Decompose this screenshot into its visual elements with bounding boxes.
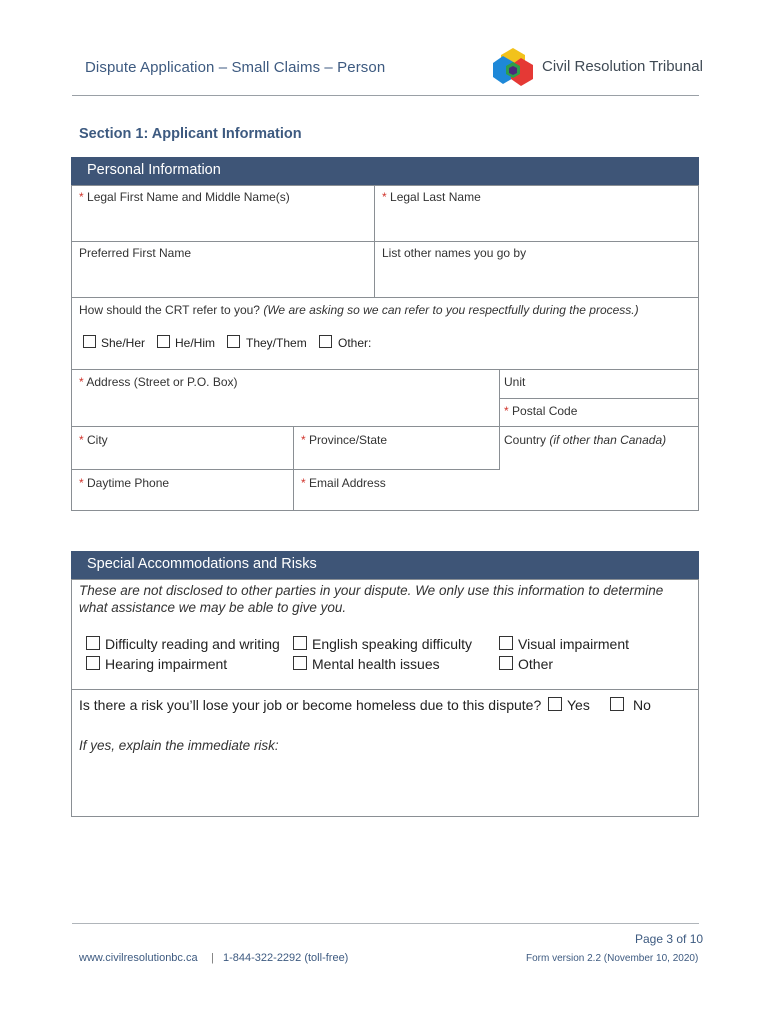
pronoun-question-text: How should the CRT refer to you?: [79, 303, 260, 317]
email-label: Email Address: [309, 476, 386, 490]
risk-yes-checkbox[interactable]: [548, 697, 562, 711]
they-them-label: They/Them: [246, 336, 307, 350]
risk-question: Is there a risk you’ll lose your job or become homeless due to this dispute?: [79, 697, 542, 713]
phone-number: 1-844-322-2292 (toll-free): [223, 952, 349, 964]
preferred-name-field[interactable]: [79, 246, 191, 260]
other-accommodation-checkbox[interactable]: [499, 656, 513, 670]
she-her-checkbox[interactable]: [83, 335, 96, 348]
other-pronoun-label: Other:: [338, 336, 372, 350]
risk-explanation-label: If yes, explain the immediate risk:: [79, 738, 279, 753]
risk-no-label: No: [633, 697, 651, 713]
he-him-label: He/Him: [175, 336, 216, 350]
reading-writing-label: Difficulty reading and writing: [105, 636, 280, 652]
country-label: Country: [504, 433, 547, 447]
first-name-label: Legal First Name and Middle Name(s): [87, 190, 290, 204]
mental-health-checkbox[interactable]: [293, 656, 307, 670]
unit-field[interactable]: [504, 375, 525, 389]
divider: [71, 426, 699, 427]
section-title: Section 1: Applicant Information: [79, 126, 302, 142]
postal-code-field[interactable]: [504, 404, 577, 418]
she-her-label: She/Her: [101, 336, 146, 350]
province-field[interactable]: [301, 433, 387, 447]
required-mark: *: [301, 476, 306, 490]
personal-info-table: [71, 185, 699, 511]
risk-no-checkbox[interactable]: [610, 697, 624, 711]
reading-writing-checkbox[interactable]: [86, 636, 100, 650]
last-name-label: Legal Last Name: [390, 190, 481, 204]
first-name-field[interactable]: [79, 190, 290, 204]
other-names-label: List other names you go by: [382, 246, 527, 260]
last-name-field[interactable]: [382, 190, 481, 204]
divider: [71, 469, 500, 470]
english-speaking-checkbox[interactable]: [293, 636, 307, 650]
hearing-impairment-label: Hearing impairment: [105, 656, 228, 672]
postal-code-label: Postal Code: [512, 404, 578, 418]
hearing-impairment-checkbox[interactable]: [86, 656, 100, 670]
address-label: Address (Street or P.O. Box): [86, 375, 238, 389]
accommodations-note-line1: These are not disclosed to other parties in your dispute. We only use this information to determine: [79, 583, 664, 598]
accommodations-band: Special Accommodations and Risks: [71, 551, 699, 579]
required-mark: *: [504, 404, 509, 418]
unit-label: Unit: [504, 375, 526, 389]
crt-logo-icon: [493, 46, 533, 88]
they-them-checkbox[interactable]: [227, 335, 240, 348]
preferred-name-label: Preferred First Name: [79, 246, 192, 260]
header-divider: [72, 95, 699, 96]
website-link[interactable]: www.civilresolutionbc.ca: [79, 952, 198, 964]
required-mark: *: [79, 375, 84, 389]
divider: [71, 369, 699, 370]
email-field[interactable]: [301, 476, 386, 490]
document-title: Dispute Application – Small Claims – Person: [85, 59, 386, 76]
required-mark: *: [382, 190, 387, 204]
divider: [71, 297, 699, 298]
other-accommodation-label: Other: [518, 656, 554, 672]
required-mark: *: [79, 433, 84, 447]
country-field[interactable]: [504, 433, 666, 447]
divider: [71, 689, 699, 690]
province-label: Province/State: [309, 433, 388, 447]
other-names-field[interactable]: [382, 246, 526, 260]
mental-health-label: Mental health issues: [312, 656, 440, 672]
personal-info-band: Personal Information: [71, 157, 699, 185]
phone-label: Daytime Phone: [87, 476, 170, 490]
footer-divider: [72, 923, 699, 924]
phone-field[interactable]: [79, 476, 169, 490]
risk-explanation-field[interactable]: [72, 755, 698, 815]
org-name: Civil Resolution Tribunal: [542, 58, 703, 75]
he-him-checkbox[interactable]: [157, 335, 170, 348]
city-label: City: [87, 433, 108, 447]
divider: [499, 369, 500, 470]
other-pronoun-checkbox[interactable]: [319, 335, 332, 348]
required-mark: *: [301, 433, 306, 447]
divider: [499, 398, 699, 399]
footer-separator: |: [211, 952, 214, 964]
visual-impairment-checkbox[interactable]: [499, 636, 513, 650]
visual-impairment-label: Visual impairment: [518, 636, 630, 652]
pronoun-note: (We are asking so we can refer to you respectfully during the process.): [263, 303, 639, 317]
accommodations-note-line2: what assistance we may be able to give you.: [79, 600, 347, 615]
risk-yes-label: Yes: [567, 697, 590, 713]
address-field[interactable]: [79, 375, 238, 389]
divider: [71, 241, 699, 242]
pronoun-question: [79, 303, 639, 317]
city-field[interactable]: [79, 433, 108, 447]
required-mark: *: [79, 476, 84, 490]
country-note: (if other than Canada): [549, 433, 667, 447]
english-speaking-label: English speaking difficulty: [312, 636, 473, 652]
page-number: Page 3 of 10: [635, 932, 704, 946]
form-version: Form version 2.2 (November 10, 2020): [526, 953, 699, 964]
required-mark: *: [79, 190, 84, 204]
